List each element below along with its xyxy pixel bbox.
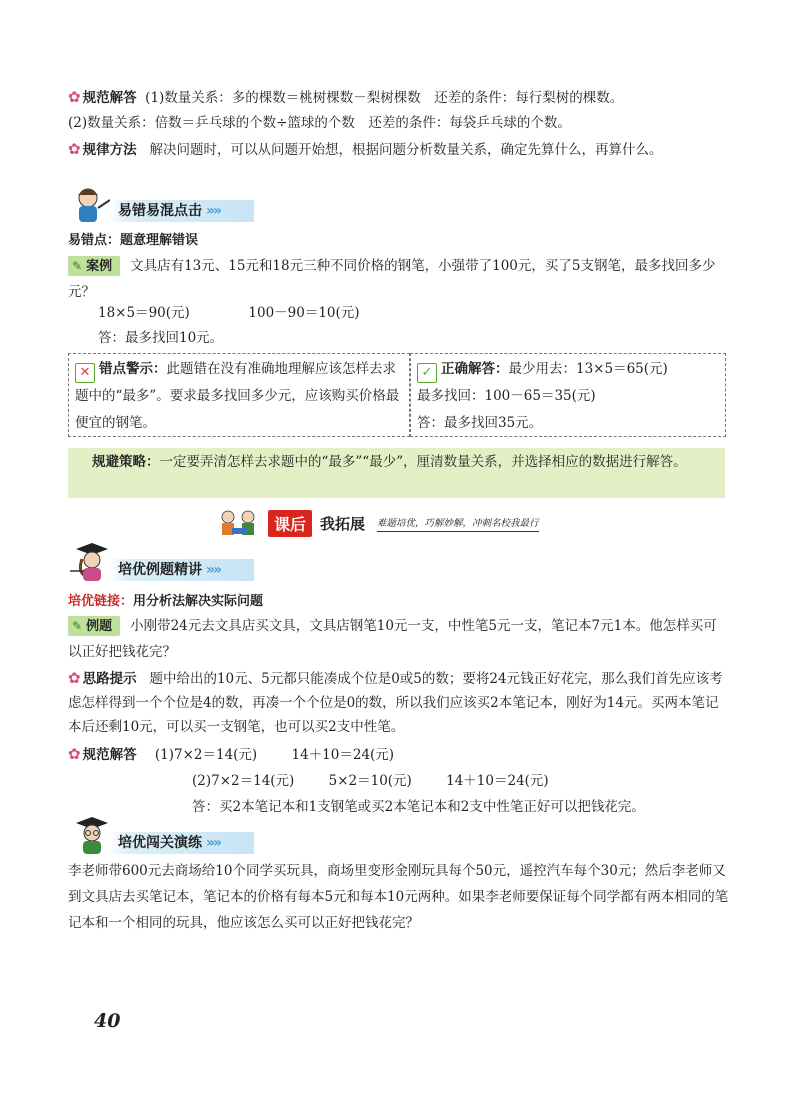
standard-answer-label: 规范解答	[82, 90, 137, 106]
hint-text: 题中给出的10元、5元都只能凑成个位是0或5的数；要将24元钱正好花完，那么我们首先应该考虑怎样得到一个个位是4的数，再凑一个个位是0的数，所以我们应该买2本笔记本，刚好为14元。买两本笔记本后还剩10元，可以买一支钢笔，也可以买2支中性笔。	[68, 671, 723, 735]
section-title: 易错易混点击	[118, 203, 202, 219]
avoid-strategy-box	[68, 448, 725, 498]
calc-b: 100－90＝10(元)	[248, 305, 360, 321]
link-label: 培优链接：	[68, 594, 134, 609]
section-title: 培优例题精讲	[118, 562, 202, 578]
sol-answer: 答：买2本笔记本和1支钢笔或买2本笔记本和2支中性笔正好可以把钱花完。	[192, 799, 645, 815]
page-number: 40	[94, 1010, 121, 1032]
doctor-avatar-icon	[68, 816, 112, 854]
sol-2a: (2)7×2＝14(元)	[192, 773, 295, 789]
case-label: 案例	[86, 259, 113, 274]
sol-1a: (1)7×2＝14(元)	[154, 747, 258, 763]
wrong-calc	[68, 301, 758, 351]
pencil-icon: ✎	[72, 259, 83, 273]
example-text: 小刚带24元去文具店买文具，文具店钢笔10元一支，中性笔5元一支，笔记本7元1本。他怎样买可以正好把钱花完？	[68, 618, 717, 660]
students-picture-icon	[218, 508, 262, 538]
example-block	[68, 613, 728, 665]
section-header-errors	[68, 186, 254, 222]
double-arrow-icon: »»	[206, 562, 221, 578]
standard-answer-block	[68, 85, 728, 136]
sol-2c: 14＋10＝24(元)	[446, 773, 549, 789]
solution-block	[68, 741, 728, 820]
warning-text: 此题错在没有准确地理解应该怎样去求题中的“最多”。要求最多找回多少元，应该购买价格最便宜的钢笔。	[75, 361, 400, 431]
advanced-link	[68, 589, 728, 614]
practice-problem: 李老师带600元去商场给10个同学买玩具，商场里变形金刚玩具每个50元，遥控汽车每个30元；然后李老师又到文具店去买笔记本，笔记本的价格有每本5元和每本10元两种。如果李老师要保证每个同学都有两本相同的笔记本和一个相同的玩具，他应该怎么买可以正好把钱花完？	[68, 863, 729, 931]
hint-block	[68, 666, 728, 739]
example-label: 例题	[86, 619, 113, 634]
section-title-bar	[110, 559, 254, 581]
double-arrow-icon: »»	[206, 203, 221, 219]
solution-label: 规范解答	[82, 747, 137, 763]
strategy-text: 一定要弄清怎样去求题中的“最多”“最少”，厘清数量关系，并选择相应的数据进行解答。	[159, 454, 687, 470]
section-title-bar	[110, 832, 254, 854]
pencil-icon: ✎	[72, 619, 83, 633]
method-text: 解决问题时，可以从问题开始想，根据问题分析数量关系，确定先算什么，再算什么。	[149, 142, 663, 158]
calc-a: 18×5＝90(元)	[98, 305, 190, 321]
sol-1b: 14＋10＝24(元)	[291, 747, 395, 763]
method-label: 规律方法	[82, 142, 137, 158]
check-icon: ✓	[417, 363, 437, 383]
error-point-label: 易错点：题意理解错误	[68, 233, 199, 248]
teacher-avatar-icon	[68, 186, 112, 222]
strategy-label: 规避策略：	[92, 454, 160, 470]
graduate-avatar-icon	[68, 541, 112, 581]
case-text: 文具店有13元、15元和18元三种不同价格的钢笔，小强带了100元，买了5支钢笔，最多找回多少元？	[68, 258, 716, 300]
flower-icon: ✿	[68, 140, 81, 158]
case-chip	[68, 256, 120, 276]
answer-line-2: (2)数量关系：倍数＝乒乓球的个数÷篮球的个数 还差的条件：每袋乒乓球的个数。	[68, 115, 571, 131]
flower-icon: ✿	[68, 669, 81, 687]
section-title-bar	[110, 200, 254, 222]
correct-line-1: 最少用去：13×5＝65(元)	[508, 361, 668, 377]
wrong-answer: 答：最多找回10元。	[98, 330, 224, 346]
flower-icon: ✿	[68, 745, 81, 763]
link-text: 用分析法解决实际问题	[133, 594, 264, 609]
banner-slogan: 难题培优，巧解妙解，冲刺名校我最行	[377, 515, 539, 532]
section-header-examples	[68, 545, 254, 581]
hint-label: 思路提示	[82, 671, 137, 687]
example-chip	[68, 616, 120, 636]
double-arrow-icon: »»	[206, 835, 221, 851]
answer-line-1: (1)数量关系：多的棵数＝桃树棵数－梨树棵数 还差的条件：每行梨树的棵数。	[145, 90, 624, 106]
banner-word: 我拓展	[320, 514, 366, 533]
correct-line-3: 答：最多找回35元。	[417, 415, 543, 431]
correct-line-2: 最多找回：100－65＝35(元)	[417, 388, 596, 404]
correct-label: 正确解答：	[441, 361, 509, 377]
case-block	[68, 253, 728, 305]
sol-2b: 5×2＝10(元)	[328, 773, 412, 789]
warning-label: 错点警示：	[99, 361, 167, 377]
section-title: 培优闯关演练	[118, 835, 202, 851]
cross-icon: ✕	[75, 363, 95, 383]
after-class-banner	[218, 506, 588, 540]
correct-answer-box	[410, 353, 726, 437]
error-warning-box	[68, 353, 410, 437]
flower-icon: ✿	[68, 88, 81, 106]
method-block	[68, 137, 728, 162]
banner-tile: 课后	[268, 510, 312, 537]
section-header-practice	[68, 818, 254, 854]
